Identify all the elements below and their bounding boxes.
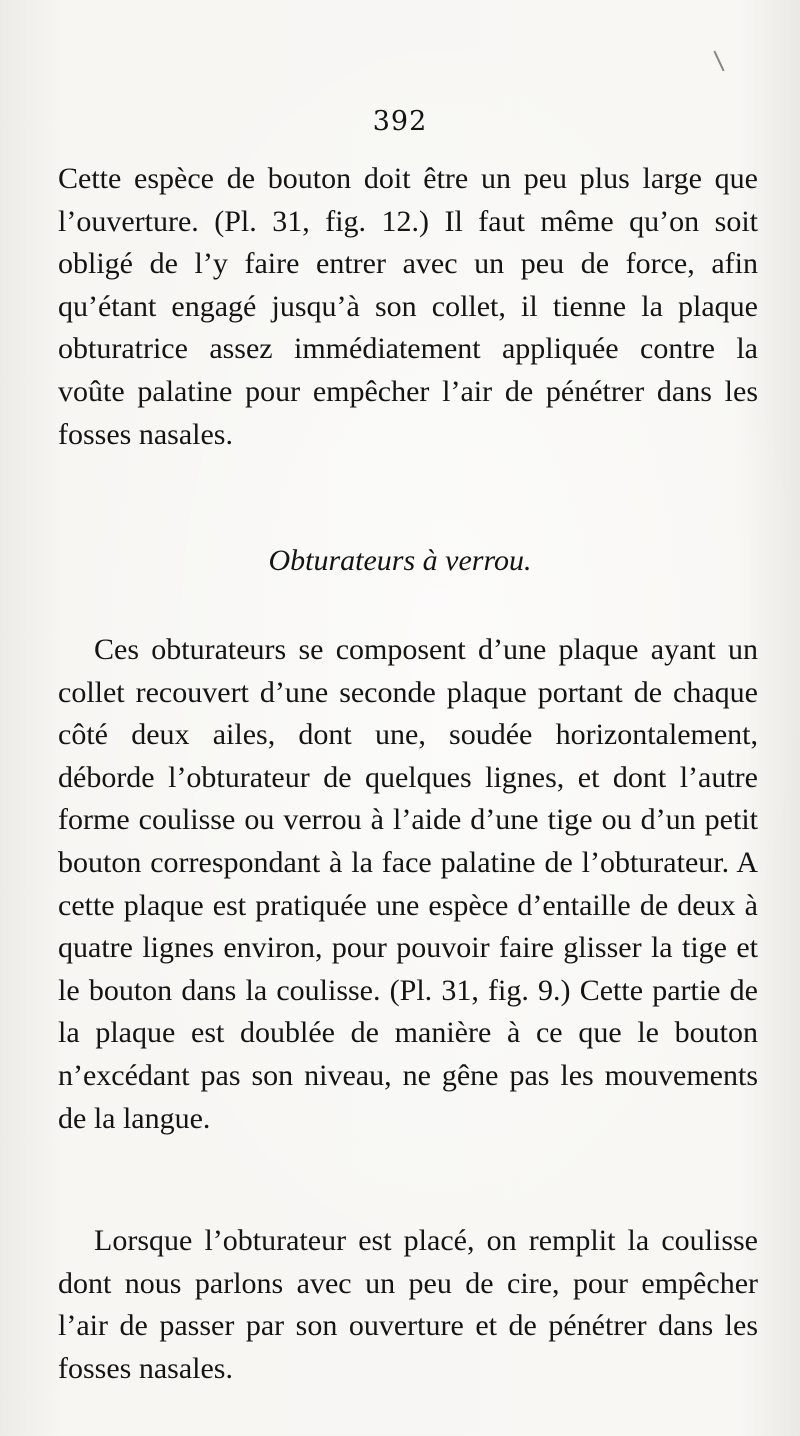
paragraph-3-text: Lorsque l’obturateur est placé, on remplit la coulisse dont nous parlons avec un peu de cire, pour empêcher l’air de passer par son ouverture et de pénétrer dans les fosses nasales. — [58, 1224, 758, 1385]
paragraph-1-text: Cette espèce de bouton doit être un peu plus large que l’ouverture. (Pl. 31, fig. 12.) Il faut même qu’on soit obligé de l’y faire entrer avec un peu de force, afin qu’étant engagé jusqu’à son collet, il tienne la plaque obturatrice assez immédiatement appliquée contre la voûte palatine pour empêcher l’air de pénétrer dans les fosses nasales. — [58, 162, 758, 451]
margin-mark — [713, 51, 724, 72]
page-number: 392 — [372, 106, 428, 137]
paragraph-2-text: Ces obturateurs se composent d’une plaque ayant un collet recouvert d’une seconde plaque portant de chaque côté deux ailes, dont une, soudée horizontalement, déborde l’obturateur de quelques lignes, et dont l’autre forme coulisse ou verrou à l’aide d’une tige ou d’un petit bouton correspondant à la face palatine de l’obturateur. A cette plaque est pratiquée une espèce d’entaille de deux à quatre lignes environ, pour pouvoir faire glisser la tige et le bouton dans la coulisse. (Pl. 31, fig. 9.) Cette partie de la plaque est doublée de manière à ce que le bouton n’excédant pas son niveau, ne gêne pas les mouvements de la langue. — [58, 633, 758, 1135]
paragraph-3 — [58, 1220, 758, 1390]
paragraph-2 — [58, 629, 758, 1140]
section-heading: Obturateurs à verrou. — [268, 544, 532, 577]
paragraph-1 — [58, 158, 758, 456]
